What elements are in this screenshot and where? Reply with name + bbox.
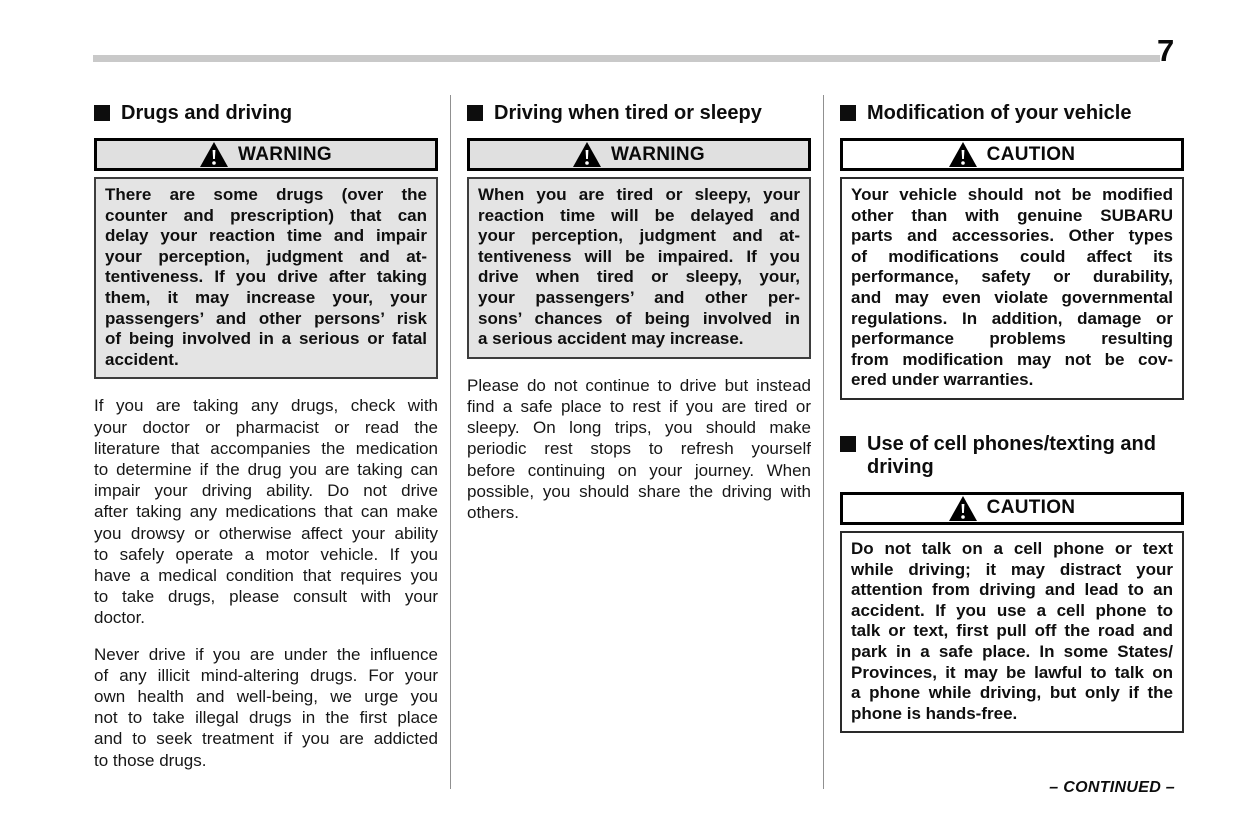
column-divider: [823, 95, 824, 789]
section-heading-text: Driving when tired or sleepy: [494, 102, 762, 124]
caution-titlebar: [840, 138, 1184, 171]
page-header: [0, 0, 1241, 95]
warning-titlebar: [94, 138, 438, 171]
warning-text: There are some drugs (over the counter and prescription) that can delay your reaction time and impair your perception, judgment and at- tentiveness. If you drive after taking them, it may increase your, your passengers’ and other persons’ risk of being involved in a serious or fatal accident.: [94, 177, 438, 379]
caution-triangle-icon: [949, 142, 977, 167]
section-heading-tired: [467, 102, 811, 125]
section-heading-text: Use of cell phones/texting and driving: [867, 432, 1156, 478]
header-rule-bar: [93, 55, 1160, 62]
section-heading-text: Drugs and driving: [121, 102, 293, 124]
caution-titlebar: [840, 492, 1184, 525]
warning-text: When you are tired or sleepy, your reaction time will be delayed and your perception, judgment and at- tentiveness will be impaired. If you drive when tired or sleepy, your, your passengers’ and other per- sons’ chances of being involved in a serious accident may increase.: [467, 177, 811, 359]
caution-box-modification: [840, 138, 1184, 400]
warning-label: WARNING: [611, 143, 705, 165]
caution-text: Your vehicle should not be modified other than with genuine SUBARU parts and accessories. Other types of modifications could affect its performance, safety or durability, and may even violate governmental regulations. In addition, damage or performance problems resulting from modification may not be cov- ered under warranties.: [840, 177, 1184, 400]
warning-box-drugs: [94, 138, 438, 379]
caution-label: CAUTION: [986, 143, 1076, 165]
caution-label: CAUTION: [986, 497, 1076, 519]
caution-box-cellphones: [840, 492, 1184, 733]
warning-label: WARNING: [238, 143, 332, 165]
caution-text: Do not talk on a cell phone or text while driving; it may distract your attention from driving and lead to an accident. If you use a cell phone to talk or text, first pull off the road and park in a safe place. In some States/ Provinces, it may be lawful to talk on a phone while driving, but only if the phone is hands-free.: [840, 531, 1184, 733]
column-modification-and-cellphones: [840, 95, 1184, 749]
column-divider: [450, 95, 451, 789]
section-heading-modification: [840, 102, 1184, 125]
section-heading-cellphones: [840, 433, 1184, 479]
section-heading-drugs: [94, 102, 438, 125]
warning-triangle-icon: [200, 142, 228, 167]
three-column-layout: [0, 95, 1241, 789]
caution-triangle-icon: [949, 496, 977, 521]
page-footer: [1049, 779, 1175, 797]
column-tired-or-sleepy: [467, 95, 811, 538]
paragraph: If you are taking any drugs, check with your doctor or pharmacist or read the literature that accompanies the medication to determine if the drug you are taking can impair your driving ability. Do not drive after taking any medications that can make you drowsy or otherwise affect your ability to safely operate a motor vehicle. If you have a medical condition that requires you to take drugs, please consult with your doctor.: [94, 396, 438, 628]
warning-box-tired: [467, 138, 811, 359]
warning-triangle-icon: [573, 142, 601, 167]
warning-titlebar: [467, 138, 811, 171]
square-bullet-icon: [467, 105, 483, 121]
paragraph: Never drive if you are under the influence of any illicit mind-altering drugs. For your own health and well-being, we urge you not to take illegal drugs in the first place and to seek treatment if you are addicted to those drugs.: [94, 644, 438, 770]
square-bullet-icon: [840, 436, 856, 452]
continued-marker: – CONTINUED –: [1049, 779, 1175, 796]
paragraph: Please do not continue to drive but instead find a safe place to rest if you are tired or sleepy. On long trips, you should make periodic rest stops to refresh yourself before continuing on your journey. When possible, you should share the driving with others.: [467, 375, 811, 522]
square-bullet-icon: [94, 105, 110, 121]
column-drugs-and-driving: [94, 95, 438, 786]
page-number: 7: [1157, 33, 1175, 68]
square-bullet-icon: [840, 105, 856, 121]
section-heading-text: Modification of your vehicle: [867, 102, 1132, 124]
